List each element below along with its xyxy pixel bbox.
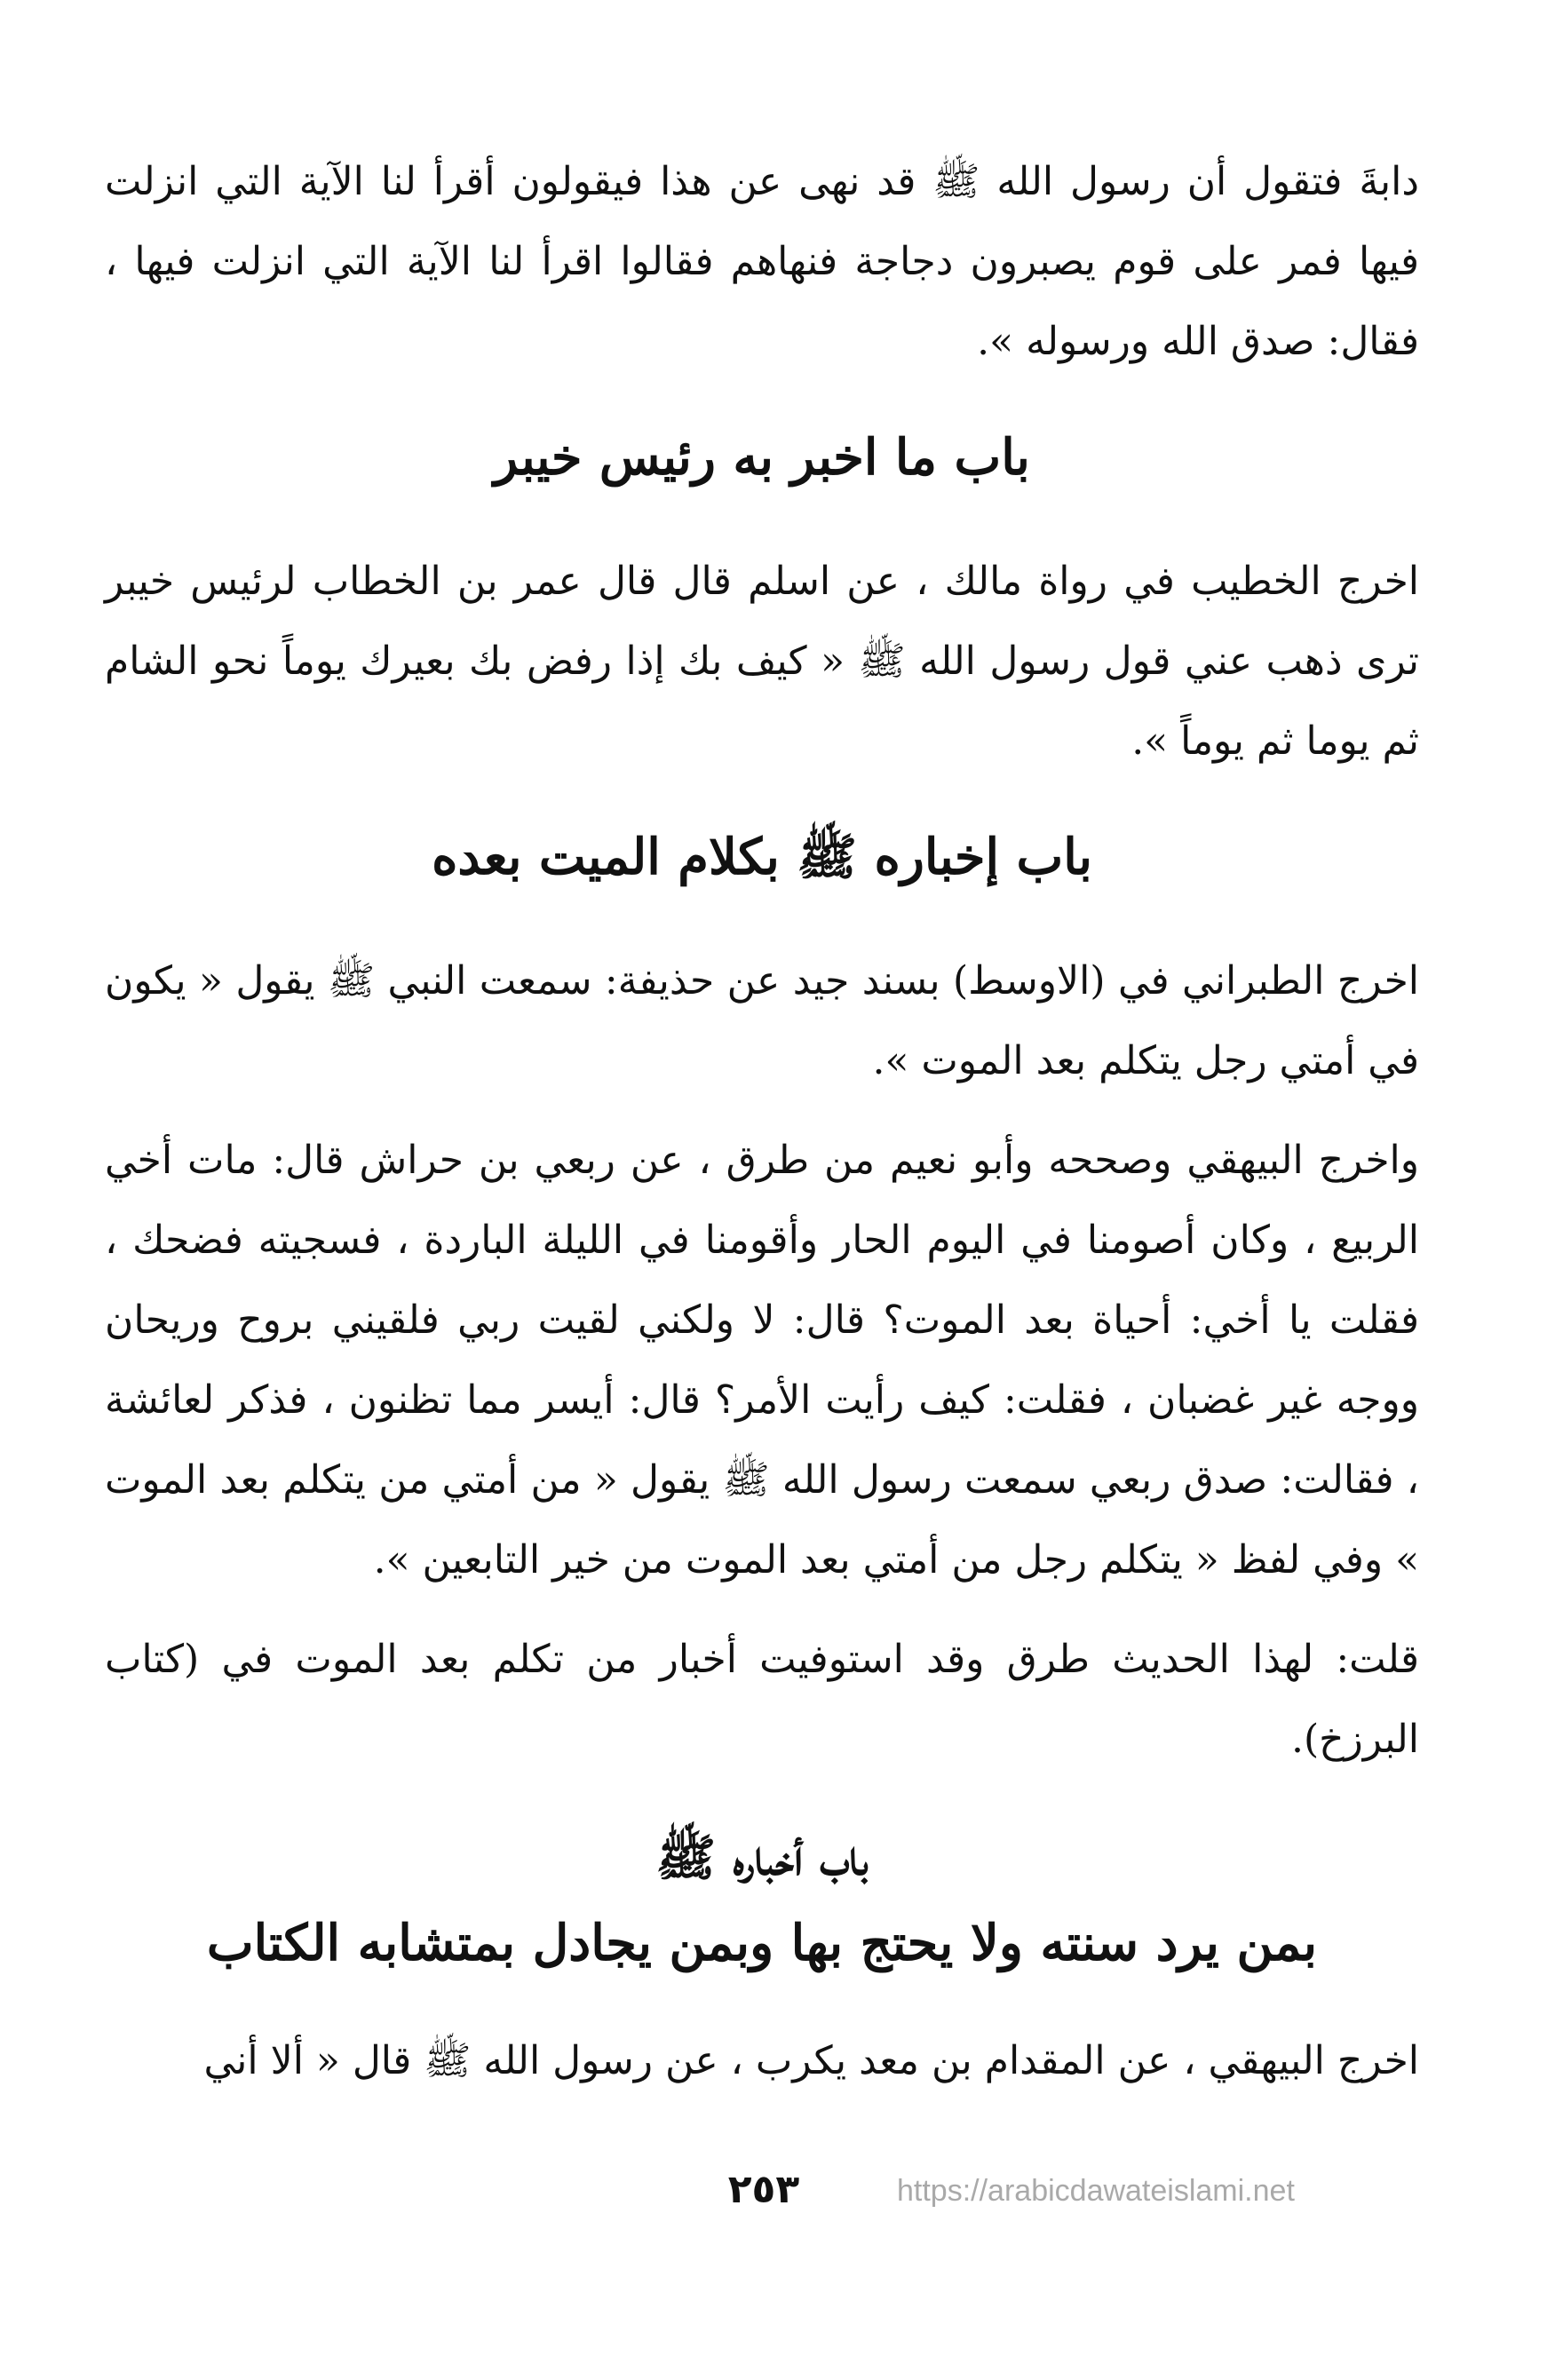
chapter-heading-dead-speech: باب إخباره ﷺ بكلام الميت بعده: [432, 828, 1092, 886]
paragraph-5: قلت: لهذا الحديث طرق وقد استوفيت أخبار من تكلم بعد الموت في (كتاب البرزخ).: [105, 1637, 1419, 1762]
source-watermark: https://arabicdawateislami.net: [897, 2174, 1295, 2208]
document-page: [105, 142, 1419, 2121]
chapter-heading-sunnah-line-1: باب أخباره ﷺ: [655, 1829, 869, 1887]
chapter-heading-sunnah-line-2: بمن يرد سنته ولا يحتج بها وبمن يجادل بمتشابه الكتاب: [206, 1914, 1318, 1972]
paragraph-1: دابةَ فتقول أن رسول الله ﷺ قد نهى عن هذا فيقولون أقرأ لنا الآية التي انزلت فيها فمر على قوم يصبرون دجاجة فنهاهم فقالوا اقرأ لنا الآية التي انزلت فيها ، فقال: صدق الله ورسوله ».: [105, 159, 1419, 364]
paragraph-2: اخرج الخطيب في رواة مالك ، عن اسلم قال قال عمر بن الخطاب لرئيس خيبر ترى ذهب عني قول رسول الله ﷺ « كيف بك إذا رفض بك بعيرك يوماً نحو الشام ثم يوما ثم يوماً ».: [105, 559, 1419, 764]
paragraph-4: واخرج البيهقي وصححه وأبو نعيم من طرق ، عن ربعي بن حراش قال: مات أخي الربيع ، وكان أصومنا في اليوم الحار وأقومنا في الليلة الباردة ، فسجيته فضحك ، فقلت يا أخي: أحياة بعد الموت؟ قال: لا ولكني لقيت ربي فلقيني بروح وريحان ووجه غير غضبان ، فقلت: كيف رأيت الأمر؟ قال: أيسر مما تظنون ، فذكر لعائشة ، فقالت: صدق ربعي سمعت رسول الله ﷺ يقول « من أمتي من يتكلم بعد الموت » وفي لفظ « يتكلم رجل من أمتي بعد الموت من خير التابعين ».: [105, 1138, 1419, 1583]
paragraph-6: اخرج البيهقي ، عن المقدام بن معد يكرب ، عن رسول الله ﷺ قال « ألا أني: [203, 2038, 1419, 2083]
chapter-heading-khaybar: باب ما اخبر به رئيس خيبر: [494, 428, 1030, 487]
page-number: ٢٥٣: [727, 2167, 800, 2212]
page-footer: [0, 2167, 1547, 2220]
paragraph-3: اخرج الطبراني في (الاوسط) بسند جيد عن حذيفة: سمعت النبي ﷺ يقول « يكون في أمتي رجل يتكلم بعد الموت ».: [105, 958, 1419, 1083]
chapter-heading-sunnah: [105, 1815, 1419, 1986]
